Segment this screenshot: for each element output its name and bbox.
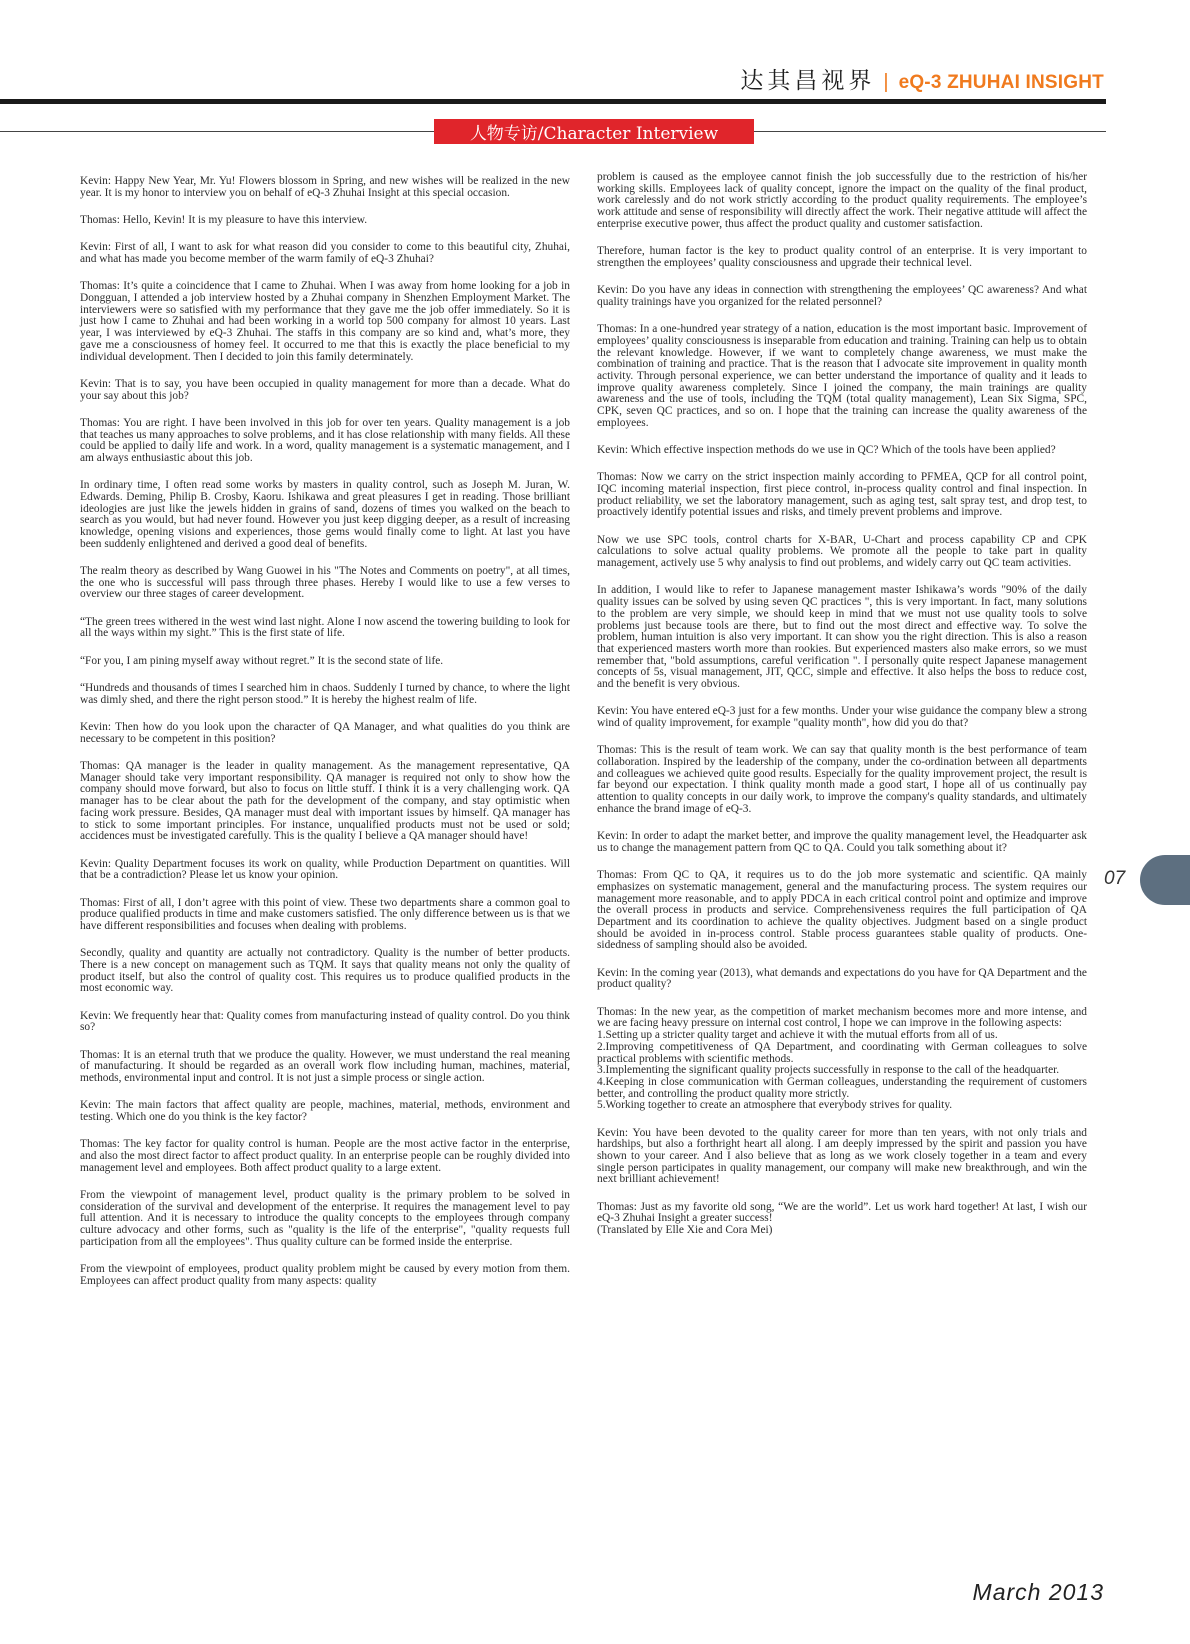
article-paragraph: Therefore, human factor is the key to product quality control of an enterprise. It is very important to strengthen the employees’ quality consciousness and upgrade their technical level.	[597, 245, 1087, 269]
article-paragraph: Thomas: Now we carry on the strict inspection mainly according to PFMEA, QCP for all control point, IQC incoming material inspection, first piece control, in-process quality control and final inspection. In product reliability, we set the laboratory management, such as aging test, salt spray test, and drop test, to proactively identify potential issues and risks, and timely prevent problems and improve.	[597, 471, 1087, 519]
article-paragraph: In addition, I would like to refer to Japanese management master Ishikawa’s words "90% of the daily quality issues can be solved by using seven QC practices ", this is very important. In fact, many solutions to the problem are very simple, we should keep in mind that we must not use quality tools to solve problems just because tools are there, but to find out the most direct and effective way. To solve the problem, human intuition is also very important. It can show you the right direction. This is also a reason that experienced masters worth more than rookies. But experienced masters also make errors, so we must remember that, "bold assumptions, careful verification ". I personally quite respect Japanese management concepts of 5s, visual management, JIT, QCC, simple and effective. It also helps the boss to reduce cost, and the benefit is very obvious.	[597, 584, 1087, 691]
article-paragraph: Thomas: This is the result of team work. We can say that quality month is the best performance of team collaboration. Inspired by the leadership of the company, under the co-ordination between all departments and colleagues we achieved quite good results. Especially for the quality improvement project, the result is far beyond our expectation. I think quality month made a good start, I hope all of us continually pay attention to quality concepts in our daily work, to improve the company's quality standards, and ultimately enhance the brand image of eQ-3.	[597, 744, 1087, 815]
article-paragraph: Secondly, quality and quantity are actually not contradictory. Quality is the number of better products. There is a new concept on management such as TQM. It says that quality means not only the quality of product itself, but also the control of quality cost. This requires us to produce qualified products in the most economic way.	[80, 947, 570, 995]
article-paragraph: problem is caused as the employee cannot finish the job successfully due to the restriction of his/her working skills. Employees lack of quality concept, ignore the impact on the quality of the final product, work carelessly and do not work strictly according to the product quality requirements. The employee’s work attitude and sense of responsibility will directly affect the work. Their negative attitude will affect the enterprise executive power, thus affect the product quality and customer satisfaction.	[597, 171, 1087, 230]
magazine-header	[740, 62, 1104, 95]
article-paragraph: Thomas: First of all, I don’t agree with this point of view. These two departments share a common goal to produce qualified products in time and make customers satisfied. The only difference between us is that we have different responsibilities and focuses when dealing with problems.	[80, 896, 570, 932]
magazine-title-chinese: 达其昌视界	[740, 68, 876, 94]
article-paragraph: Kevin: You have been devoted to the quality career for more than ten years, with not only trials and hardships, but also a forthright heart all along. I am deeply impressed by the spirit and passion you have shown to your career. And I also believe that as long as we work closely together in a team and every single person participates in quality management, our company will make new breakthrough, and win the next brilliant achievement!	[597, 1126, 1087, 1186]
article-paragraph: Thomas: Just as my favorite old song, “We are the world”. Let us work hard together! At last, I wish our eQ-3 Zhuhai Insight a greater success! (Translated by Elle Xie and Cora Mei)	[597, 1200, 1087, 1237]
article-paragraph: Kevin: First of all, I want to ask for what reason did you consider to come to this beautiful city, Zhuhai, and what has made you become member of the warm family of eQ-3 Zhuhai?	[80, 241, 570, 265]
article-paragraph: Kevin: In the coming year (2013), what demands and expectations do you have for QA Department and the product quality?	[597, 966, 1087, 991]
article-paragraph: Kevin: That is to say, you have been occupied in quality management for more than a decade. What do your say about this job?	[80, 377, 570, 402]
section-banner: 人物专访/Character Interview	[434, 119, 754, 144]
article-paragraph: Kevin: The main factors that affect quality are people, machines, material, methods, environment and testing. Which one do you think is the key factor?	[80, 1099, 570, 1124]
article-paragraph: Thomas: It’s quite a coincidence that I came to Zhuhai. When I was away from home looking for a job in Dongguan, I attended a job interview hosted by a Zhuhai company in Shenzhen Employment Market. The interviewers were so satisfied with my performance that they gave me the job offer immediately. So it is just how I came to Zhuhai and had been working in a world top 500 company for almost 10 years. Last year, I was interviewed by eQ-3 Zhuhai. The staffs in this company are so kind and, what’s more, they gave me a consciousness of homey feel. It occurred to me that this is exactly the place beneficial to my individual development. Then I decided to join this family determinately.	[80, 280, 570, 363]
article-paragraph: Kevin: Which effective inspection methods do we use in QC? Which of the tools have been applied?	[597, 444, 1056, 457]
article-paragraph: Thomas: QA manager is the leader in quality management. As the management representative, QA Manager should take very important responsibility. QA manager is required not only to show how the company should move forward, but also to focus on little stuff. I think it is a very challenging work. QA manager has to be clear about the path for the development of the company, and stay optimistic when facing work pressure. Besides, QA manager must deal with important issues by himself. QA manager has to stick to some important principles. For instance, unqualified products must not be used or sold; accidences must be investigated carefully. This is the quality I believe a QA manager should have!	[80, 760, 570, 843]
article-paragraph: “For you, I am pining myself away without regret.” It is the second state of life.	[80, 654, 444, 667]
article-paragraph: Kevin: You have entered eQ-3 just for a few months. Under your wise guidance the company blew a strong wind of quality improvement, for example "quality month", how did you do that?	[597, 705, 1087, 730]
article-paragraph: Kevin: Quality Department focuses its work on quality, while Production Department on quantities. Will that be a contradiction? Please let us know your opinion.	[80, 857, 570, 882]
article-paragraph: The realm theory as described by Wang Guowei in his "The Notes and Comments on poetry", at all times, the one who is successful will pass through three phases. Hereby I would like to use a few verses to overview our three stages of career development.	[80, 565, 570, 601]
header-rule-thick	[0, 99, 1106, 104]
article-paragraph: “Hundreds and thousands of times I searched him in chaos. Suddenly I turned by chance, to where the light was dimly shed, and there the right person stood.” It is hereby the highest realm of life.	[80, 682, 570, 706]
article-paragraph: From the viewpoint of management level, product quality is the primary problem to be solved in consideration of the survival and development of the enterprise. It requires the management level to pay full attention. And it is necessary to introduce the quality concepts to the employees through company culture advocacy and other forms, such as "quality is the life of the enterprise", "quality requests full participation from all the employees". Thus quality culture can be formed inside the enterprise.	[80, 1189, 570, 1248]
article-paragraph: Kevin: Then how do you look upon the character of QA Manager, and what qualities do you think are necessary to be competent in this position?	[80, 721, 570, 745]
article-paragraph: In ordinary time, I often read some works by masters in quality control, such as Joseph M. Juran, W. Edwards. Deming, Philip B. Crosby, Kaoru. Ishikawa and great pleasures I get in reading. Those brilliant ideologies are just like the jewels hidden in grains of sand, dozens of times you walked on the beach to search as you would, but had never found. However you just keep digging deeper, as a result of increasing knowledge, opening visions and experiences, those gems would finally come to light. At last you have been suddenly enlightened and derived a good deal of benefits.	[80, 479, 570, 550]
article-paragraph: Kevin: We frequently hear that: Quality comes from manufacturing instead of quality control. Do you think so?	[80, 1009, 570, 1034]
page-tab-decoration	[1140, 855, 1190, 905]
issue-date: March 2013	[972, 1579, 1104, 1605]
article-paragraph: Thomas: In a one-hundred year strategy of a nation, education is the most important basic. Improvement of employees’ quality consciousness is inseparable from education and training. Training can help us to obtain the relevant knowledge. However, if we want to completely change awareness, we must make the combination of training and practice. That is the reason that I advocate site improvement in quality month activity. Through personal experience, we can better understand the importance of quality and it leads to improve quality awareness completely. Since I joined the company, the main trainings are quality awareness and the use of tools, including the TQM (total quality management), Lean Six Sigma, SPC, CPK, seven QC practices, and so on. I hope that the training can increase the quality awareness of the employees.	[597, 323, 1087, 429]
article-paragraph: From the viewpoint of employees, product quality problem might be caused by every motion from them. Employees can affect product quality from many aspects: quality	[80, 1263, 570, 1287]
article-paragraph: Thomas: From QC to QA, it requires us to do the job more systematic and scientific. QA mainly emphasizes on systematic management, general and the manufacturing process. The system requires our management more reasonable, and to apply PDCA in each critical control point and optimize and improve the overall process in products and service. Comprehensiveness requires the full participation of QA Department and its coordination to achieve the quality objectives. Judgment based on a single product should be avoided in in-process control. Stable process guarantees stable quality of products. One-sidedness of sampling should also be avoided.	[597, 869, 1087, 952]
article-paragraph: Thomas: You are right. I have been involved in this job for over ten years. Quality management is a job that teaches us many approaches to solve problems, and it has close relationship with many fields. All these could be applied to daily life and work. In a word, quality management is a systematic management, and I am always enthusiastic about this job.	[80, 416, 570, 464]
article-paragraph: “The green trees withered in the west wind last night. Alone I now ascend the towering building to look for all the ways within my sight.” This is the first state of life.	[80, 615, 570, 640]
header-separator: |	[883, 71, 889, 93]
article-paragraph: Thomas: The key factor for quality control is human. People are the most active factor in the enterprise, and also the most direct factor to affect product quality. In an enterprise people can be roughly divided into management level and employees. Both affect product quality to a large extent.	[80, 1138, 570, 1174]
article-paragraph: Kevin: Do you have any ideas in connection with strengthening the employees’ QC awareness? And what quality trainings have you organized for the related personnel?	[597, 284, 1087, 308]
magazine-title-english: eQ-3 ZHUHAI INSIGHT	[898, 72, 1104, 93]
article-paragraph: Thomas: Hello, Kevin! It is my pleasure to have this interview.	[80, 214, 368, 226]
article-column-left	[80, 176, 570, 1303]
article-paragraph: Kevin: Happy New Year, Mr. Yu! Flowers blossom in Spring, and new wishes will be realized in the new year. It is my honor to interview you on behalf of eQ-3 Zhuhai Insight at this special occasion.	[80, 175, 570, 199]
article-column-right	[597, 172, 1087, 1252]
article-paragraph: Now we use SPC tools, control charts for X-BAR, U-Chart and process capability CP and CPK calculations to solve actual quality problems. We promote all the people to take part in quality management, actively use 5 why analysis to find out problems, and widely carry out QC team activities.	[597, 533, 1087, 570]
article-paragraph: Kevin: In order to adapt the market better, and improve the quality management level, the Headquarter ask us to change the management pattern from QC to QA. Could you talk something about it?	[597, 830, 1087, 854]
article-paragraph: Thomas: It is an eternal truth that we produce the quality. However, we must understand the real meaning of manufacturing. It should be regarded as an overall work flow including human, machines, material, methods, environmental input and control. It is not just a simple process or single action.	[80, 1048, 570, 1085]
article-paragraph: Thomas: In the new year, as the competition of market mechanism becomes more and more intense, and we are facing heavy pressure on internal cost control, I hope we can improve in the following aspects: 1.Setting up a stricter quality target and achieve it with the mutual efforts from all of us. 2.Improving competitiveness of QA Department, and coordinating with German colleagues to solve practical problems with scientific methods. 3.Implementing the significant quality projects successfully in response to the call of the headquarter. 4.Keeping in close communication with German colleagues, understanding the requirement of customers better, and controlling the product quality more strictly. 5.Working together to create an atmosphere that everybody strives for quality.	[597, 1005, 1087, 1112]
